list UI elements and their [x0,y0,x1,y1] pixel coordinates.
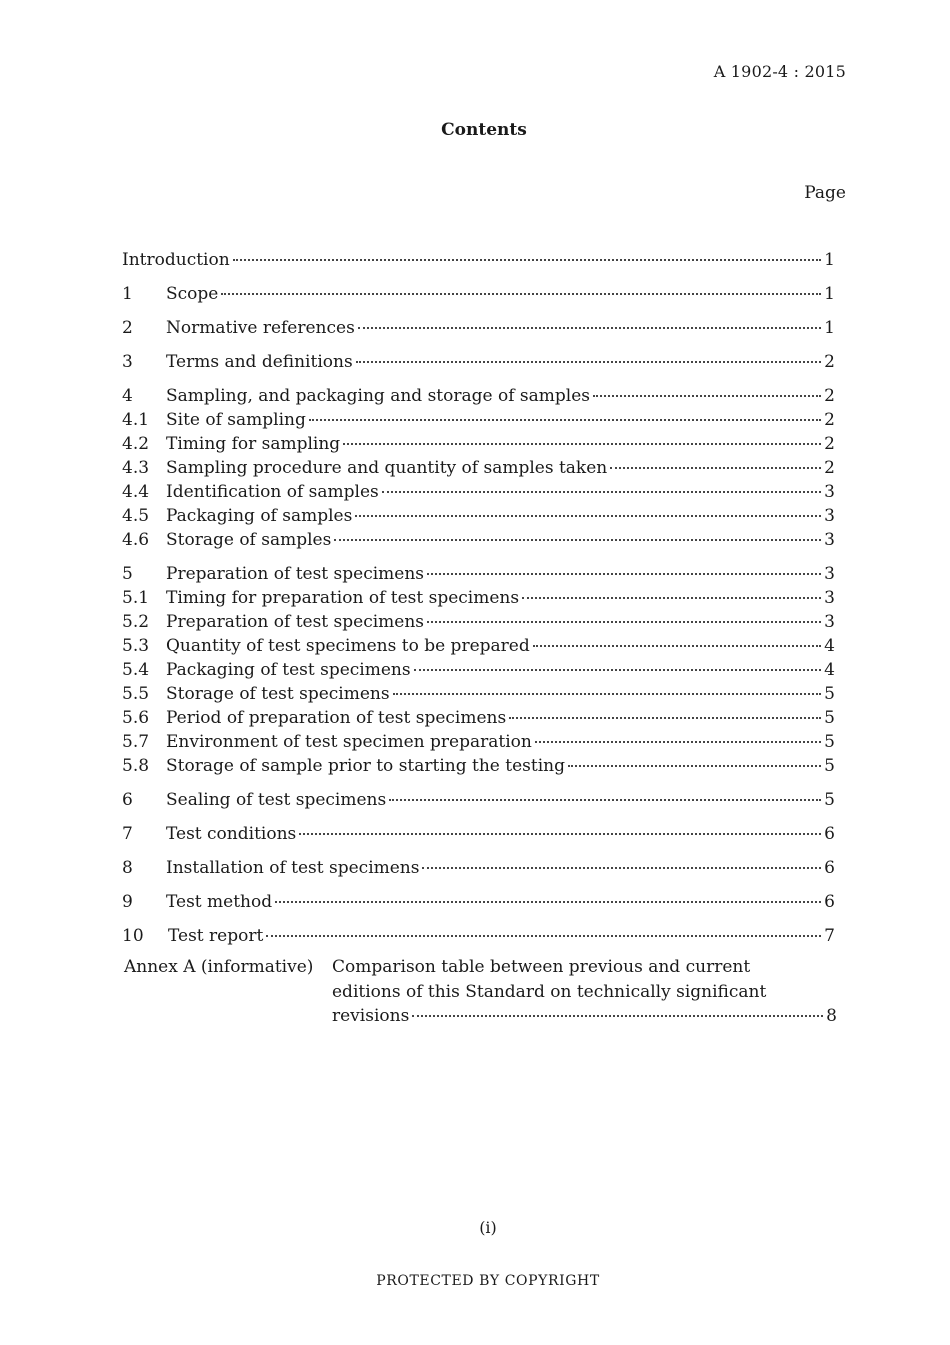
annex-title-last-line [332,1006,837,1026]
toc-entry[interactable] [122,684,835,706]
toc-entry[interactable] [122,708,835,730]
toc-page-number: 5 [824,708,835,728]
dot-leader [382,490,821,493]
toc-section-title: Quantity of test specimens to be prepared [166,636,530,656]
toc-section-title: Identification of samples [166,482,379,502]
toc-section-number: 5.7 [122,732,150,752]
toc-page-number: 3 [824,506,835,526]
toc-page-number: 4 [824,660,835,680]
toc-section-title: Period of preparation of test specimens [166,708,507,728]
toc-section-number: 5.2 [122,612,150,632]
toc-page-number: 5 [824,790,835,810]
toc-entry[interactable] [122,824,835,846]
dot-leader [412,1014,823,1017]
toc-section-number: 5.8 [122,756,150,776]
toc-entry[interactable] [122,636,835,658]
toc-section-title: Sampling, and packaging and storage of samples [166,386,590,406]
toc-section-number: 5.4 [122,660,150,680]
toc-entry[interactable] [122,892,835,914]
toc-section-title: Normative references [166,318,355,338]
toc-section-title: Introduction [122,250,230,270]
toc-entry[interactable] [122,458,835,480]
toc-section-title: Site of sampling [166,410,306,430]
annex-title-line: revisions [332,1006,410,1026]
dot-leader [299,832,821,835]
toc-section-title: Preparation of test specimens [166,612,425,632]
page-title: Contents [441,120,527,140]
dot-leader [610,466,821,469]
toc-section-number: 9 [122,892,133,912]
dot-leader [356,360,822,363]
toc-page-number: 3 [824,612,835,632]
toc-section-number: 5 [122,564,133,584]
toc-section-title: Storage of sample prior to starting the testing [166,756,565,776]
toc-page-number: 3 [824,564,835,584]
toc-section-number: 4.4 [122,482,150,502]
dot-leader [343,442,821,445]
toc-entry[interactable] [122,318,835,340]
toc-section-number: 4 [122,386,133,406]
dot-leader [593,394,821,397]
toc-page-number: 5 [824,756,835,776]
dot-leader [355,514,821,517]
toc-page-number: 5 [824,684,835,704]
toc-section-number: 8 [122,858,133,878]
toc-section-title: Packaging of samples [166,506,353,526]
annex-title-line: Comparison table between previous and current [332,957,751,977]
toc-entry[interactable] [122,612,835,634]
toc-section-title: Scope [166,284,219,304]
toc-page-number: 1 [824,284,835,304]
dot-leader [568,764,821,767]
dot-leader [389,798,821,801]
toc-entry[interactable] [122,790,835,812]
toc-page-number: 7 [824,926,835,946]
dot-leader [414,668,822,671]
toc-section-title: Test report [168,926,264,946]
toc-section-number: 4.6 [122,530,150,550]
toc-page-number: 2 [824,434,835,454]
toc-entry[interactable] [122,482,835,504]
toc-entry[interactable] [122,284,835,306]
toc-section-title: Sealing of test specimens [166,790,387,810]
toc-section-title: Environment of test specimen preparation [166,732,532,752]
toc-section-title: Test conditions [166,824,297,844]
toc-entry[interactable] [122,732,835,754]
toc-entry[interactable] [122,352,835,374]
toc-page-number: 3 [824,530,835,550]
toc-section-number: 6 [122,790,133,810]
standard-identifier: A 1902-4 : 2015 [713,62,846,81]
toc-section-number: 10 [122,926,144,946]
toc-page-number: 3 [824,588,835,608]
toc-section-title: Installation of test specimens [166,858,420,878]
toc-section-title: Storage of test specimens [166,684,390,704]
toc-section-number: 3 [122,352,133,372]
toc-page-number: 6 [824,892,835,912]
dot-leader [427,572,821,575]
footer-page-number: (i) [479,1218,497,1237]
toc-section-number: 5.6 [122,708,150,728]
annex-page-number: 8 [826,1006,837,1026]
dot-leader [422,866,821,869]
dot-leader [535,740,821,743]
toc-page-number: 6 [824,824,835,844]
dot-leader [275,900,821,903]
annex-label: Annex A (informative) [124,957,314,977]
dot-leader [266,934,821,937]
toc-section-number: 7 [122,824,133,844]
toc-entry[interactable] [122,588,835,610]
toc-section-title: Packaging of test specimens [166,660,411,680]
dot-leader [221,292,821,295]
toc-section-title: Storage of samples [166,530,332,550]
toc-section-number: 5.1 [122,588,150,608]
annex-title-line: editions of this Standard on technically significant [332,982,767,1002]
toc-section-title: Terms and definitions [166,352,353,372]
toc-section-number: 4.2 [122,434,150,454]
toc-section-number: 2 [122,318,133,338]
dot-leader [233,258,822,261]
dot-leader [393,692,822,695]
toc-page-number: 2 [824,352,835,372]
toc-entry[interactable] [122,858,835,880]
dot-leader [334,538,821,541]
toc-section-title: Preparation of test specimens [166,564,425,584]
toc-entry[interactable] [122,530,835,552]
toc-page-number: 2 [824,458,835,478]
toc-page-number: 5 [824,732,835,752]
toc-page-number: 4 [824,636,835,656]
toc-section-title: Timing for sampling [166,434,341,454]
toc-section-title: Test method [166,892,273,912]
dot-leader [358,326,821,329]
toc-entry[interactable] [122,564,835,586]
dot-leader [509,716,821,719]
page-column-label: Page [804,183,846,203]
dot-leader [427,620,821,623]
toc-entry[interactable] [122,926,835,948]
toc-page-number: 2 [824,410,835,430]
toc-page-number: 1 [824,318,835,338]
dot-leader [522,596,821,599]
toc-section-number: 5.3 [122,636,150,656]
toc-section-number: 4.3 [122,458,150,478]
dot-leader [533,644,821,647]
toc-page-number: 1 [824,250,835,270]
toc-entry[interactable] [122,506,835,528]
toc-entry[interactable] [122,250,835,272]
toc-entry[interactable] [122,434,835,456]
toc-section-number: 4.5 [122,506,150,526]
toc-page-number: 6 [824,858,835,878]
toc-section-number: 4.1 [122,410,150,430]
toc-section-number: 1 [122,284,133,304]
toc-page-number: 2 [824,386,835,406]
toc-section-number: 5.5 [122,684,150,704]
toc-page-number: 3 [824,482,835,502]
toc-entry[interactable] [122,756,835,778]
toc-entry[interactable] [122,386,835,408]
toc-section-title: Timing for preparation of test specimens [166,588,520,608]
toc-entry[interactable] [122,410,835,432]
toc-section-title: Sampling procedure and quantity of samples taken [166,458,608,478]
toc-entry[interactable] [122,660,835,682]
copyright-notice: PROTECTED BY COPYRIGHT [376,1273,600,1289]
dot-leader [309,418,821,421]
